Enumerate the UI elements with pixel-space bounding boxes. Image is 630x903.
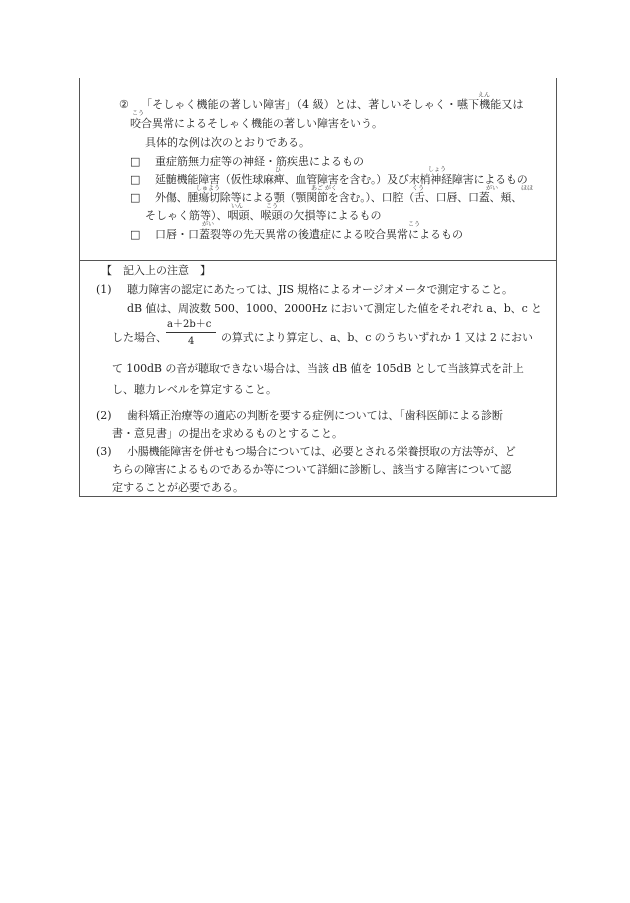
section-divider — [80, 260, 556, 261]
note-2-number: (2) — [96, 409, 112, 422]
ruby-in: いん — [231, 203, 244, 210]
note-1-line-1: 聴力障害の認定にあたっては、JIS 規格によるオージオメータで測定すること。 — [127, 283, 513, 296]
heading-text: 「そしゃく機能の著しい障害」（4 級）とは、著しいそしゃく・嚥下機能又は — [141, 98, 524, 111]
note-1-number: (1) — [96, 283, 112, 296]
ruby-gai: がい — [486, 185, 499, 192]
formula-numerator: a＋2b＋c — [167, 319, 212, 330]
ruby-shuyou: しゅよう — [196, 185, 221, 192]
example-item-3: 外傷、腫瘍切除等による顎（顎関節を含む。）、口腔（舌、口唇、口蓋、頬、 — [155, 191, 522, 204]
ruby-shou: しょう — [428, 166, 447, 173]
ruby-kou: こう — [266, 203, 279, 210]
note-3-line-3: 定することが必要である。 — [112, 481, 244, 494]
note-3-line-2: ちらの障害によるものであるか等について詳細に診断し、該当する障害について認 — [112, 463, 512, 476]
note-3-number: (3) — [96, 445, 112, 458]
heading-text-continued: 咬合異常によるそしゃく機能の著しい障害をいう。 — [130, 117, 383, 130]
ruby-gai: がい — [202, 221, 215, 228]
formula-denominator: 4 — [188, 336, 195, 347]
checkbox-icon: □ — [130, 191, 141, 204]
note-2-line-2: 書・意見書」の提出を求めるものとすること。 — [112, 427, 343, 440]
checkbox-icon: □ — [130, 173, 141, 186]
note-1-line-4: て 100dB の音が聴取できない場合は、当該 dB 値を 105dB として当該算式を計上 — [112, 362, 524, 375]
example-item-3-continued: そしゃく筋等）、咽頭、喉頭の欠損等によるもの — [145, 209, 382, 222]
ruby-en: えん — [478, 92, 491, 99]
note-2-line-1: 歯科矯正治療等の適応の判断を要する症例については、「歯科医師による診断 — [127, 409, 503, 422]
ruby-kou: こう — [132, 110, 145, 117]
example-item-1: 重症筋無力症等の神経・筋疾患によるもの — [155, 155, 364, 168]
note-3-line-1: 小腸機能障害を併せもつ場合については、必要とされる栄養摂取の方法等が、ど — [127, 445, 516, 458]
ruby-hoho: ほほ — [521, 185, 534, 192]
ruby-agakugaku: あご がく — [311, 185, 337, 192]
notes-title: 【 記入上の注意 】 — [101, 264, 211, 277]
formula-fraction-bar — [166, 332, 216, 333]
note-1-line-2: dB 値は、周波数 500、1000、2000Hz において測定した値をそれぞれ a、b、c と — [127, 302, 542, 315]
note-1-line-5: し、聴力レベルを算定すること。 — [112, 383, 277, 396]
ruby-kuu: くう — [412, 185, 425, 192]
note-1-line-3a: した場合、 — [112, 331, 167, 344]
heading-number: ② — [119, 98, 129, 111]
ruby-kou: こう — [408, 221, 421, 228]
note-1-line-3b: の算式により算定し、a、b、c のうちいずれか 1 又は 2 におい — [221, 331, 533, 344]
checkbox-icon: □ — [130, 155, 141, 168]
ruby-hi: ひ — [275, 167, 282, 174]
checkbox-icon: □ — [130, 228, 141, 241]
examples-intro: 具体的な例は次のとおりである。 — [145, 136, 310, 149]
example-item-4: 口唇・口蓋裂等の先天異常の後遺症による咬合異常によるもの — [155, 228, 463, 241]
example-item-2: 延髄機能障害（仮性球麻痺、血管障害を含む。）及び末梢神経障害によるもの — [155, 173, 528, 186]
